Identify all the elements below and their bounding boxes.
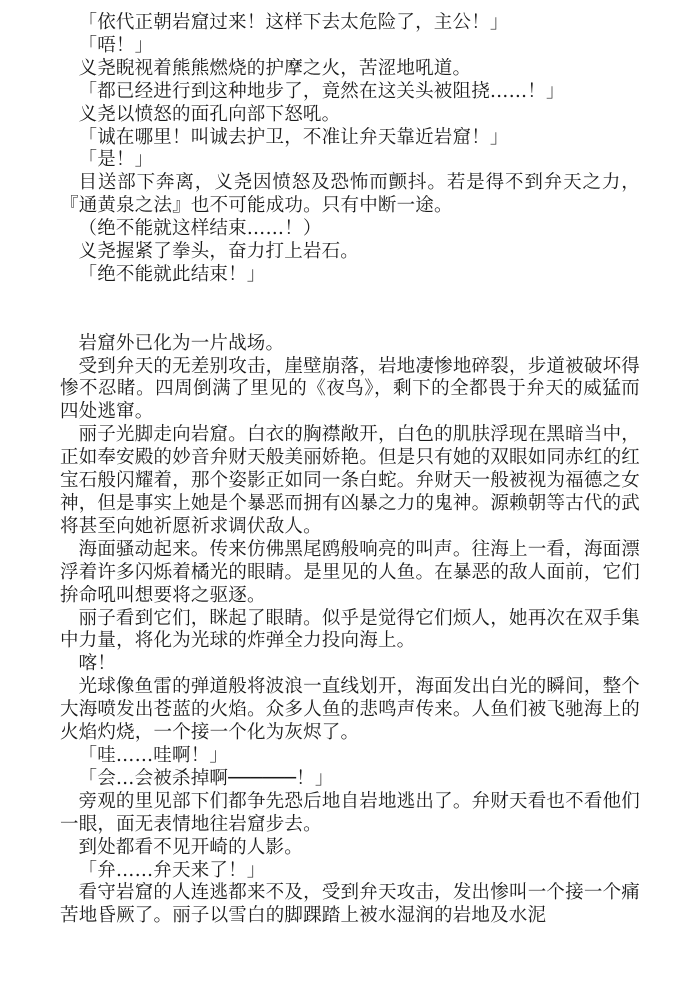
paragraph: 「绝不能就此结束！」 [78,263,266,285]
paragraph: 「都已经进行到这种地步了，竟然在这关头被阻挠……！」 [78,80,565,102]
paragraph: 海面骚动起来。传来仿佛黑尾鸥般响亮的叫声。往海上一看，海面漂浮着许多闪烁着橘光的眼睛。是里见的人鱼。在暴恶的敌人面前，它们拚命吼叫想要将之驱逐。 [60,538,640,606]
paragraph: 「是！」 [78,149,154,171]
paragraph: 「弁……弁天来了！」 [78,859,266,881]
paragraph: 到处都看不见开崎的人影。 [78,836,303,858]
paragraph: 「诚在哪里！叫诚去护卫，不准让弁天靠近岩窟！」 [78,126,509,148]
text-body [60,12,640,928]
paragraph: 「会…会被杀掉啊──────！」 [78,767,334,789]
paragraph: 光球像鱼雷的弹道般将波浪一直线划开，海面发出白光的瞬间，整个大海喷发出苍蓝的火焰。众多人鱼的悲鸣声传来。人鱼们被飞驰海上的火焰灼烧，一个接一个化为灰烬了。 [60,676,640,744]
paragraph: 「哇……哇啊！」 [78,744,229,766]
paragraph: 岩窟外已化为一片战场。 [78,332,285,354]
paragraph: 丽子看到它们，眯起了眼睛。似乎是觉得它们烦人，她再次在双手集中力量，将化为光球的炸弹全力投向海上。 [60,607,640,652]
paragraph: 「唔！」 [78,34,154,56]
paragraph-break [60,287,640,333]
paragraph: 「依代正朝岩窟过来！这样下去太危险了，主公！」 [78,12,509,33]
paragraph: 义尧睨视着熊熊燃烧的护摩之火，苦涩地吼道。 [78,57,472,79]
paragraph: 旁观的里见部下们都争先恐后地自岩地逃出了。弁财天看也不看他们一眼，面无表情地往岩窟步去。 [60,790,640,835]
paragraph: 义尧以愤怒的面孔向部下怒吼。 [78,103,341,125]
paragraph: （绝不能就这样结束……！） [78,218,322,240]
paragraph: 受到弁天的无差别攻击，崖壁崩落，岩地凄惨地碎裂，步道被破坏得惨不忍睹。四周倒满了里见的《夜鸟》，剩下的全都畏于弁天的威猛而四处逃窜。 [60,355,640,423]
paragraph: 目送部下奔离，义尧因愤怒及恐怖而颤抖。若是得不到弁天之力，『通黄泉之法』也不可能成功。只有中断一途。 [60,172,640,217]
paragraph: 喀！ [78,653,116,675]
paragraph: 义尧握紧了拳头，奋力打上岩石。 [78,241,360,263]
paragraph: 看守岩窟的人连逃都来不及，受到弁天攻击，发出惨叫一个接一个痛苦地昏厥了。丽子以雪白的脚踝踏上被水湿润的岩地及水泥 [60,882,640,927]
paragraph: 丽子光脚走向岩窟。白衣的胸襟敞开，白色的肌肤浮现在黑暗当中，正如奉安殿的妙音弁财天般美丽娇艳。但是只有她的双眼如同赤红的红宝石般闪耀着，那个姿影正如同一条白蛇。弁财天一般被视为福德之女神，但是事实上她是个暴恶而拥有凶暴之力的鬼神。源赖朝等古代的武将甚至向她祈愿祈求调伏敌人。 [60,424,640,537]
